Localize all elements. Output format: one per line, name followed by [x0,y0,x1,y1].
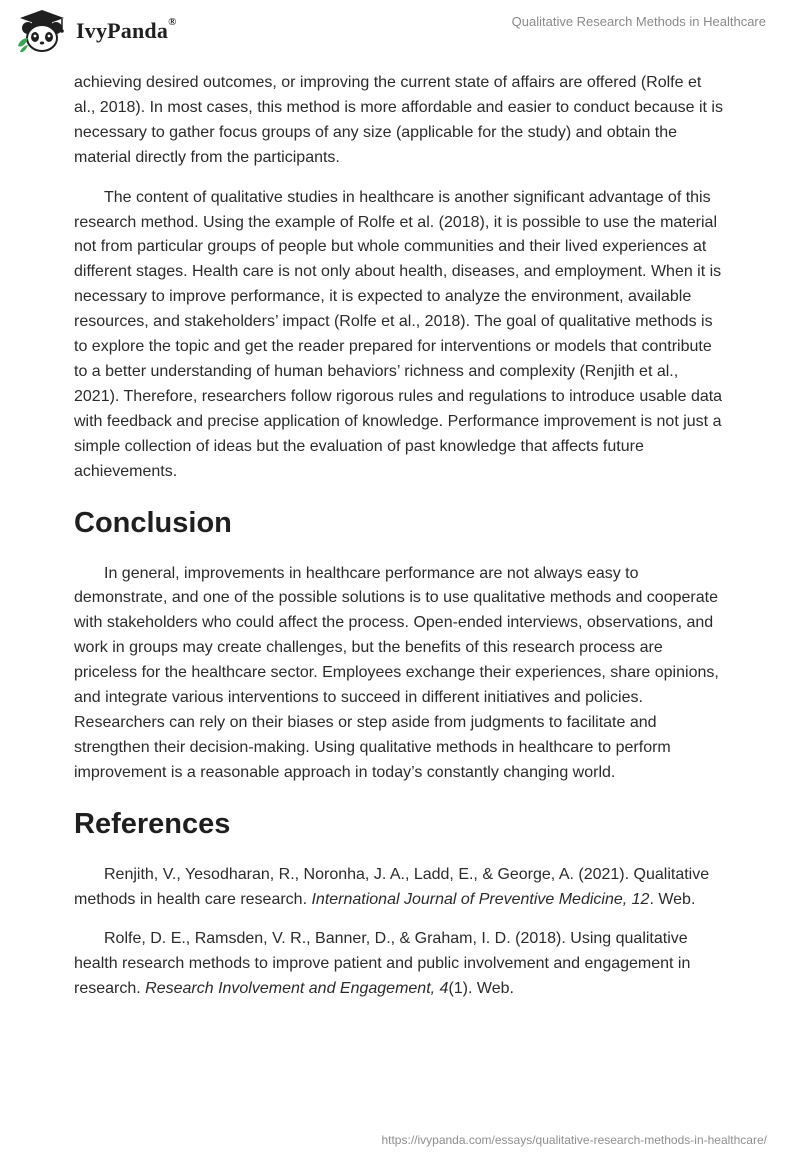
document-title: Qualitative Research Methods in Healthcare [511,14,766,29]
conclusion-paragraph: In general, improvements in healthcare performance are not always easy to demonstrate, and one of the possible solutions is to use qualitative methods and cooperate with stakeholders who could affect the process. Open-ended interviews, observations, and work in groups may create challenges, but the benefits of this research process are priceless for the healthcare sector. Employees exchange their experiences, share opinions, and integrate various interventions to succeed in different initiatives and policies. Researchers can rely on their biases or step aside from judgments to facilitate and strengthen their decision-making. Using qualitative methods in healthcare to perform improvement is a reasonable approach in today’s constantly changing world. [74,564,719,781]
brand-name: IvyPanda® [76,16,177,43]
conclusion-heading: Conclusion [74,506,232,539]
paragraph-advantages: The content of qualitative studies in healthcare is another significant advantage of this research method. Using the example of Rolfe et al. (2018), it is possible to use the material not from particular groups of people but whole communities and their lived experiences at different stages. Health care is not only about health, diseases, and employment. When it is necessary to improve performance, it is expected to analyze the environment, available resources, and stakeholders’ impact (Rolfe et al., 2018). The goal of qualitative methods is to explore the topic and get the reader prepared for interventions or models that contribute to a better understanding of human behaviors’ richness and complexity (Renjith et al., 2021). Therefore, researchers follow rigorous rules and regulations to introduce usable data with feedback and precise application of knowledge. Performance improvement is not just a simple collection of ideas but the evaluation of past knowledge that affects future achievements. [74,188,723,480]
references-heading: References [74,807,231,840]
essay-content [74,71,726,1017]
panda-graduation-icon [14,8,70,54]
source-url-link[interactable]: https://ivypanda.com/essays/qualitative-research-methods-in-healthcare/ [381,1133,767,1147]
page-header [0,0,800,64]
reference-item: Rolfe, D. E., Ramsden, V. R., Banner, D., & Graham, I. D. (2018). Using qualitative health research methods to improve patient and public involvement and engagement in research. Research Involvement and Engagement, 4(1). Web. [74,930,691,998]
reference-item: Renjith, V., Yesodharan, R., Noronha, J. A., Ladd, E., & George, A. (2021). Qualitative methods in health care research. International Journal of Preventive Medicine, 12. Web. [74,865,710,908]
paragraph-continued: achieving desired outcomes, or improving the current state of affairs are offered (Rolfe et al., 2018). In most cases, this method is more affordable and easier to conduct because it is necessary to gather focus groups of any size (applicable for the study) and obtain the material directly from the participants. [74,74,723,166]
ivypanda-logo[interactable] [14,8,177,54]
